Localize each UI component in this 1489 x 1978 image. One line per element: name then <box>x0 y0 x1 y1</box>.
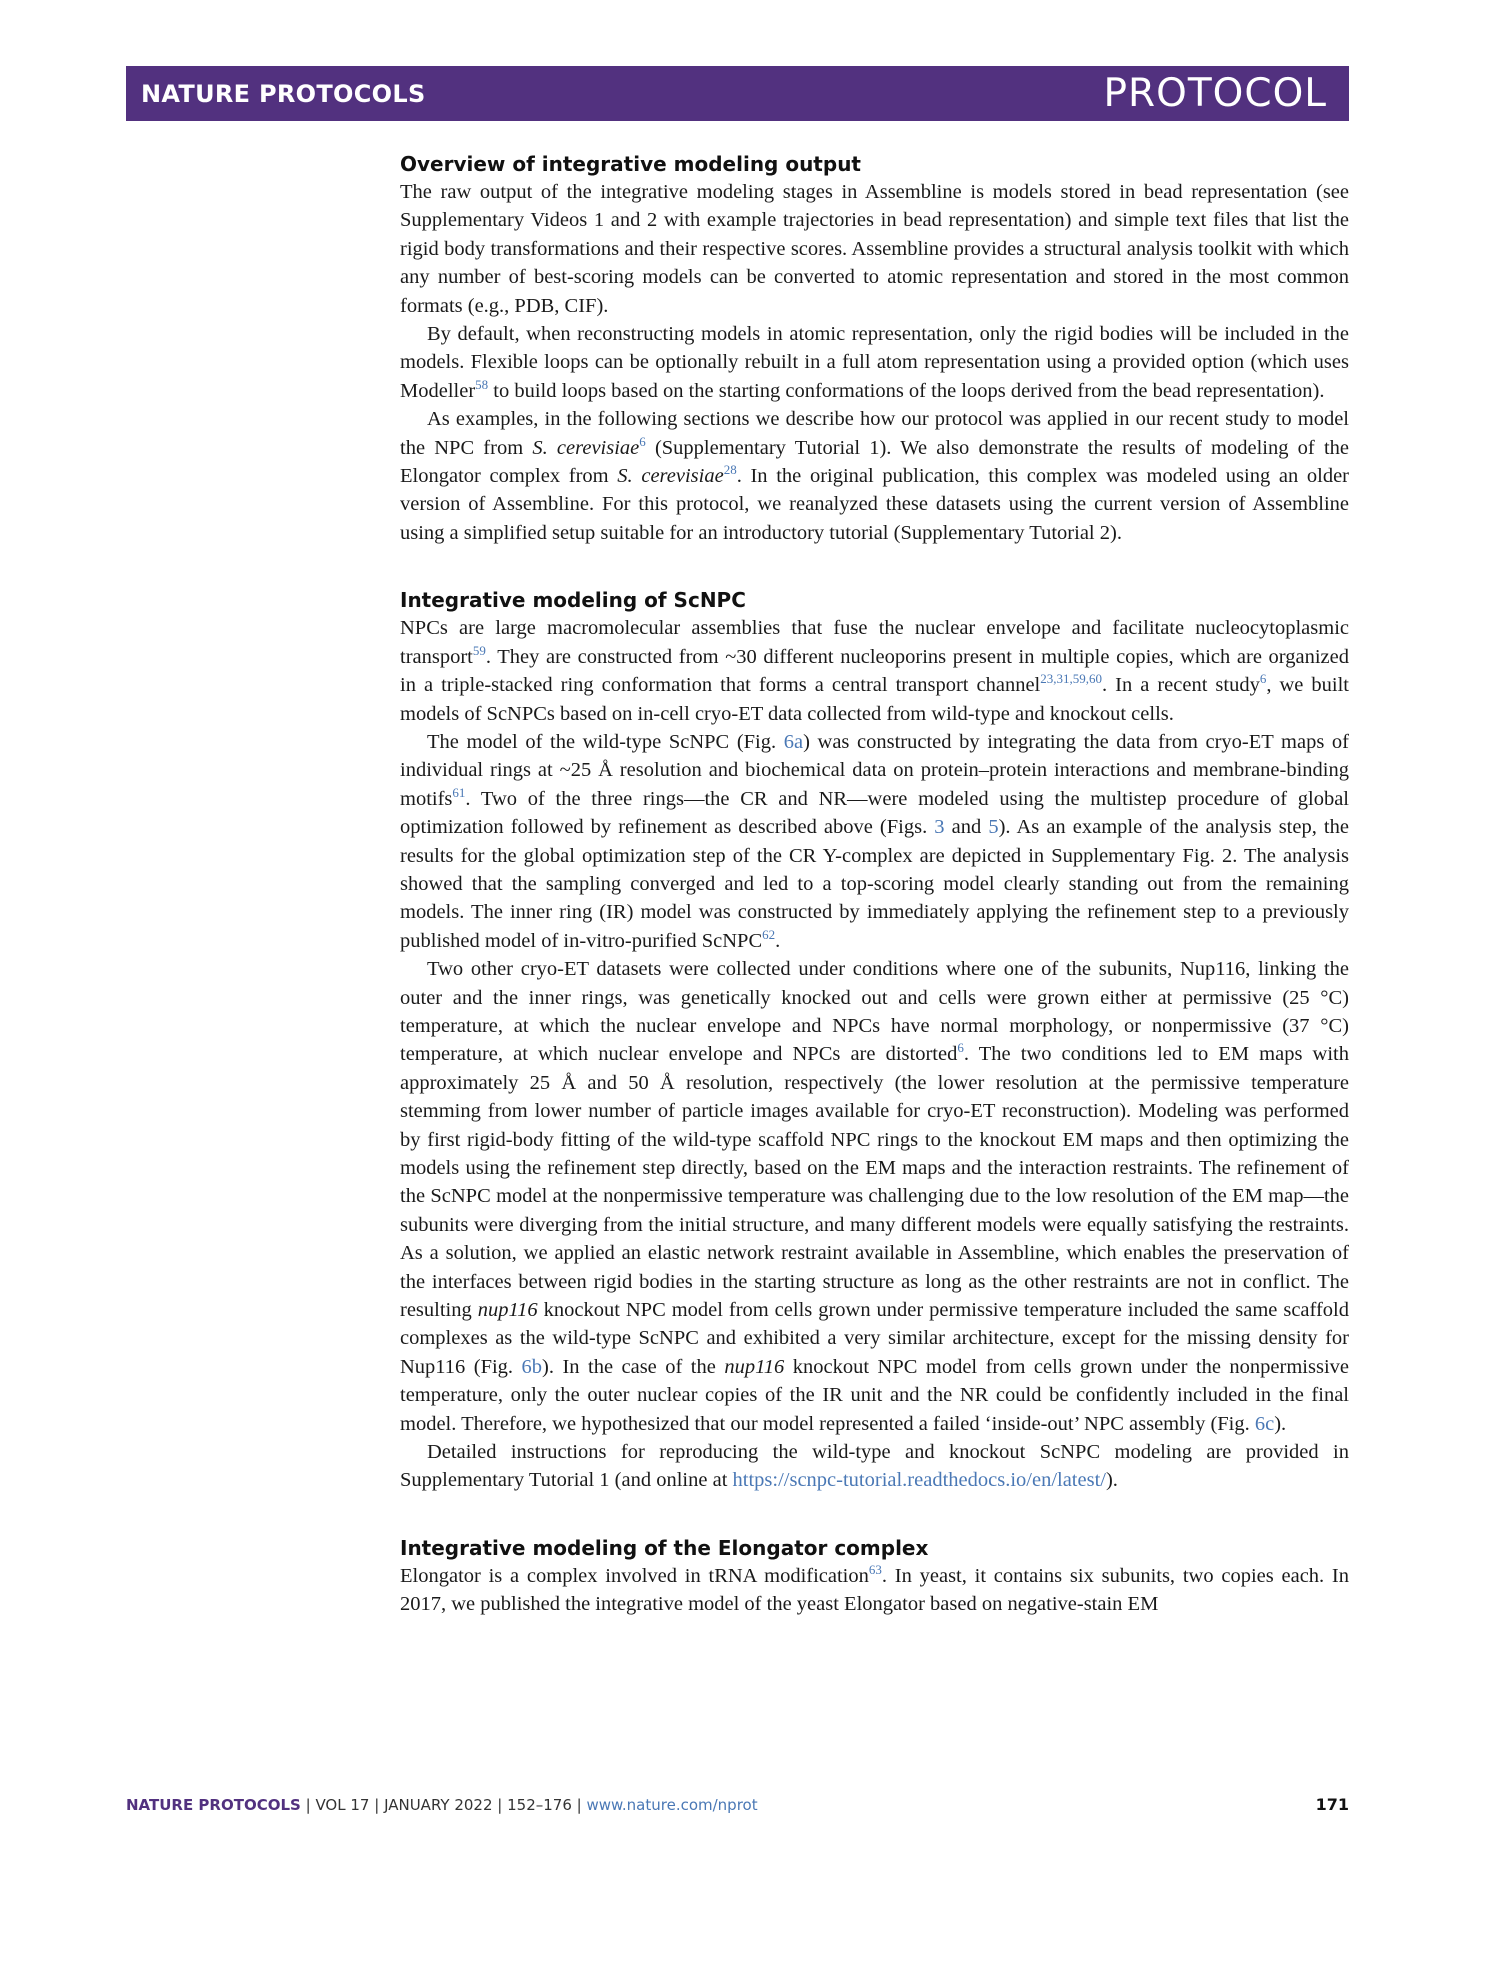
paragraph <box>400 320 1349 405</box>
citation-link[interactable]: 23,31,59,60 <box>1040 671 1102 687</box>
citation-link[interactable]: 6 <box>1259 671 1267 687</box>
page-footer <box>126 1795 1349 1814</box>
figure-link[interactable]: 6b <box>521 1355 543 1378</box>
paragraph-text: Two other cryo-ET datasets were collected under conditions where one of the subunits, Nup116, linking the outer and the inner rings, was genetically knocked out and cells were grown either at permissive (25 °C) temperature, at which the nuclear envelope and NPCs have normal morphology, or nonpermissive (37 °C) temperature, at which nuclear envelope and NPCs are distorted <box>400 958 1349 1066</box>
article-type: PROTOCOL <box>1103 71 1327 116</box>
paragraph-text: NPCs are large macromolecular assemblies that fuse the nuclear envelope and facilitate nucleocytoplasmic transport <box>400 617 1349 668</box>
paragraph-text: knockout NPC model from cells grown under the nonpermissive temperature, only the outer nuclear copies of the IR unit and the NR could be confidently included in the final model. Therefore, we hypothesized that our model represented a failed ‘inside-out’ NPC assembly (Fig. <box>400 1355 1350 1435</box>
journal-name: NATURE PROTOCOLS <box>141 79 426 108</box>
section-heading-overview: Overview of integrative modeling output <box>400 152 861 176</box>
paragraph-text: . They are constructed from ~30 different nucleoporins present in multiple copies, which are organized in a triple-stacked ring conformation that forms a central transport channel <box>400 645 1349 697</box>
paragraph-text: ) was constructed by integrating the data from cryo-ET maps of individual rings at ~25 Å resolution and biochemical data on protein–protein interactions and membrane-binding motifs <box>400 730 1349 810</box>
paragraph-text: . Two of the three rings—the CR and NR—were modeled using the multistep procedure of global optimization followed by refinement as described above (Figs. <box>400 787 1349 839</box>
figure-link[interactable]: 3 <box>934 816 945 839</box>
footer-date: JANUARY 2022 <box>384 1795 493 1814</box>
figure-link[interactable]: 6c <box>1254 1412 1275 1435</box>
paragraph <box>400 1562 1349 1619</box>
paragraph-text: . <box>775 929 781 952</box>
footer-journal: NATURE PROTOCOLS <box>126 1795 301 1814</box>
footer-separator: | <box>492 1795 508 1814</box>
citation-link[interactable]: 6 <box>957 1040 964 1056</box>
paragraph-text: knockout NPC model from cells grown under permissive temperature included the same scaffold complexes as the wild-type ScNPC and exhibited a very similar architecture, except for the missing density for Nup116 (Fig. <box>400 1299 1350 1378</box>
footer-citation <box>126 1796 758 1814</box>
section-heading-scnpc: Integrative modeling of ScNPC <box>400 588 746 613</box>
citation-link[interactable]: 58 <box>475 377 489 393</box>
section-heading-elongator: Integrative modeling of the Elongator complex <box>400 1535 929 1560</box>
footer-separator: | <box>300 1795 316 1814</box>
footer-pages: 152–176 <box>507 1795 572 1814</box>
paragraph-text: to build loops based on the starting conformations of the loops derived from the bead representation). <box>488 379 1325 402</box>
footer-url-link[interactable]: www.nature.com/nprot <box>586 1795 758 1814</box>
citation-link[interactable]: 63 <box>868 1562 882 1578</box>
citation-link[interactable]: 62 <box>762 926 776 942</box>
paragraph-text: . In a recent study <box>1102 674 1260 697</box>
paragraph <box>400 728 1349 955</box>
citation-link[interactable]: 28 <box>723 462 737 478</box>
paragraph-text: ). <box>1274 1412 1287 1435</box>
paragraph-text: The model of the wild-type ScNPC (Fig. <box>427 730 784 753</box>
footer-separator: | <box>369 1795 385 1814</box>
paragraph-text: . The two conditions led to EM maps with approximately 25 Å and 50 Å resolution, respectively (the lower resolution at the permissive temperature stemming from lower number of particle images available for cryo-ET reconstruction). Modeling was performed by first rigid-body fitting of the wild-type scaffold NPC rings to the knockout EM maps and then optimizing the models using the refinement step directly, based on the EM maps and the interaction restraints. The refinement of the ScNPC model at the nonpermissive temperature was challenging due to the low resolution of the EM map—the subunits were diverging from the initial structure, and many different models were equally satisfying the restraints. As a solution, we applied an elastic network restraint available in Assembline, which enables the preservation of the interfaces between rigid bodies in the starting structure as long as the other restraints are not in conflict. The resulting <box>400 1043 1349 1322</box>
paragraph <box>400 178 1349 320</box>
citation-link[interactable]: 6 <box>639 433 646 449</box>
species-name: S. cerevisiae <box>617 465 724 488</box>
paragraph <box>400 955 1349 1438</box>
figure-link[interactable]: 5 <box>988 816 999 839</box>
section-gap <box>400 1495 1349 1534</box>
figure-link[interactable]: 6a <box>783 730 804 753</box>
footer-separator: | <box>571 1795 587 1814</box>
paragraph-text: , we built models of ScNPCs based on in-cell cryo-ET data collected from wild-type and knockout cells. <box>400 674 1350 725</box>
paragraph <box>400 405 1349 547</box>
paragraph-text: (Supplementary Tutorial 1). We also demonstrate the results of modeling of the Elongator complex from <box>400 436 1349 488</box>
journal-header-bar <box>126 66 1349 121</box>
paragraph-text: ). As an example of the analysis step, the results for the global optimization step of the CR Y-complex are depicted in Supplementary Fig. 2. The analysis showed that the sampling converged and led to a top-scoring model clearly standing out from the remaining models. The inner ring (IR) model was constructed by immediately applying the refinement step to a previously published model of in-vitro-purified ScNPC <box>400 816 1349 952</box>
gene-name: nup116 <box>724 1355 785 1378</box>
paragraph-text: ). In the case of the <box>542 1355 725 1378</box>
paragraph-text: By default, when reconstructing models in atomic representation, only the rigid bodies will be included in the models. Flexible loops can be optionally rebuilt in a full atom representation using a provided option (which uses Modeller <box>400 323 1349 402</box>
paragraph-text: and <box>944 816 989 839</box>
citation-link[interactable]: 59 <box>472 642 486 658</box>
tutorial-url-link[interactable]: https://scnpc-tutorial.readthedocs.io/en/latest/ <box>732 1469 1106 1492</box>
article-body <box>400 150 1349 1619</box>
citation-link[interactable]: 61 <box>452 784 466 800</box>
paragraph-text: . In yeast, it contains six subunits, two copies each. In 2017, we published the integrative model of the yeast Elongator based on negative-stain EM <box>400 1564 1350 1616</box>
gene-name: nup116 <box>477 1299 538 1322</box>
paragraph-text: As examples, in the following sections we describe how our protocol was applied in our recent study to model the NPC from <box>400 408 1349 459</box>
paragraph-text: ). <box>1105 1469 1118 1492</box>
paragraph <box>400 614 1349 728</box>
paragraph-text: Elongator is a complex involved in tRNA modification <box>400 1564 869 1587</box>
page-number: 171 <box>1315 1795 1349 1814</box>
footer-volume: VOL 17 <box>315 1795 370 1814</box>
section-gap <box>400 547 1349 586</box>
paragraph <box>400 1438 1349 1495</box>
paragraph-text: The raw output of the integrative modeling stages in Assembline is models stored in bead representation (see Supplementary Videos 1 and 2 with example trajectories in bead representation) and simple text files that list the rigid body transformations and their respective scores. Assembline provides a structural analysis toolkit with which any number of best-scoring models can be converted to atomic representation and stored in the most common formats (e.g., PDB, CIF). <box>400 181 1349 317</box>
paragraph-text: . In the original publication, this complex was modeled using an older version of Assembline. For this protocol, we reanalyzed these datasets using the current version of Assembline using a simplified setup suitable for an introductory tutorial (Supplementary Tutorial 2). <box>400 465 1350 544</box>
species-name: S. cerevisiae <box>532 436 640 459</box>
paragraph-text: Detailed instructions for reproducing the wild-type and knockout ScNPC modeling are provided in Supplementary Tutorial 1 (and online at <box>400 1441 1349 1492</box>
